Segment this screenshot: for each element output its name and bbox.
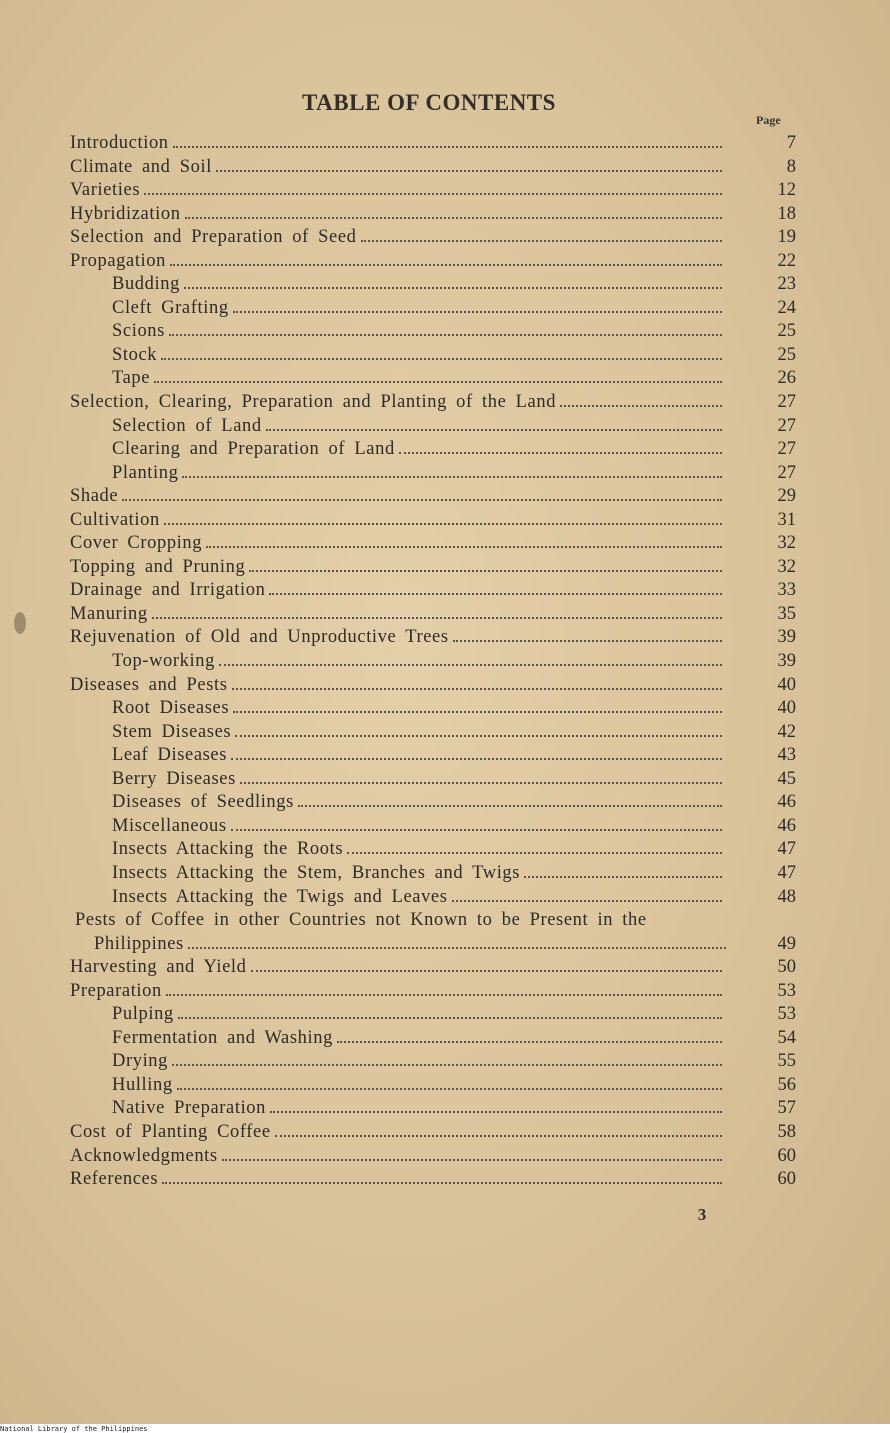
toc-entry-page-number: 29 — [777, 486, 796, 507]
toc-entry-label: Native Preparation — [112, 1098, 267, 1119]
toc-entry — [0, 486, 890, 510]
dot-leader — [152, 613, 722, 619]
dot-leader — [399, 448, 722, 454]
toc-entry-label: Topping and Pruning — [70, 556, 246, 577]
toc-entry — [0, 627, 890, 651]
dot-leader — [269, 589, 722, 595]
toc-entry — [0, 274, 890, 298]
toc-entry-page-number: 27 — [777, 415, 796, 436]
toc-entry-label: Climate and Soil — [70, 156, 212, 177]
toc-entry — [0, 675, 890, 699]
toc-entry — [0, 321, 890, 345]
toc-entry-label: Fermentation and Washing — [112, 1027, 333, 1048]
toc-entry-page-number: 60 — [777, 1169, 796, 1190]
toc-entry-page-number: 47 — [777, 862, 796, 883]
toc-entry-label: Selection, Clearing, Preparation and Planting of the Land — [70, 392, 557, 413]
toc-entry-text — [112, 439, 722, 460]
dot-leader — [560, 401, 722, 407]
dot-leader — [453, 636, 722, 642]
toc-entry-text — [70, 557, 722, 578]
toc-entry-text — [70, 1169, 722, 1190]
toc-entry-text — [112, 722, 722, 743]
toc-entry — [0, 698, 890, 722]
toc-entry-label: Manuring — [70, 603, 148, 624]
toc-entry-text — [112, 792, 722, 813]
toc-entry — [0, 792, 890, 816]
toc-entry-page-number: 39 — [777, 651, 796, 672]
toc-entry-text — [70, 486, 722, 507]
toc-entry-text — [70, 675, 722, 696]
toc-entry-text — [112, 368, 722, 389]
toc-entry-label: Harvesting and Yield — [70, 957, 247, 978]
toc-entry — [0, 722, 890, 746]
toc-entry-page-number: 58 — [777, 1121, 796, 1142]
dot-leader — [251, 966, 722, 972]
toc-entry — [0, 251, 890, 275]
toc-entry-page-number: 56 — [777, 1074, 796, 1095]
toc-entry — [0, 1028, 890, 1052]
dot-leader — [170, 260, 722, 266]
toc-entry-text — [70, 204, 722, 225]
toc-entry-page-number: 8 — [786, 156, 796, 177]
toc-entry-text — [112, 1028, 722, 1049]
toc-entry — [0, 910, 890, 934]
toc-entry — [0, 533, 890, 557]
toc-entry — [0, 863, 890, 887]
toc-entry-text — [112, 298, 722, 319]
toc-entry-page-number: 45 — [777, 768, 796, 789]
toc-entry — [0, 227, 890, 251]
toc-entry — [0, 157, 890, 181]
toc-entry — [0, 839, 890, 863]
toc-entry-text — [70, 533, 722, 554]
toc-entry-text — [112, 416, 722, 437]
page-number: 3 — [697, 1205, 707, 1224]
dot-leader — [249, 566, 722, 572]
toc-entry-label: Diseases and Pests — [70, 674, 228, 695]
toc-entry-label: Philippines — [94, 933, 184, 954]
toc-entry-page-number: 40 — [777, 698, 796, 719]
dot-leader — [182, 472, 722, 478]
toc-entry — [0, 957, 890, 981]
toc-entry-page-number: 23 — [777, 274, 796, 295]
toc-entry-text — [70, 1146, 722, 1167]
toc-entry-label: Leaf Diseases — [112, 745, 228, 766]
dot-leader — [232, 684, 722, 690]
dot-leader — [452, 896, 722, 902]
toc-entry-page-number: 50 — [777, 957, 796, 978]
toc-entry-text — [112, 1004, 722, 1025]
toc-entry-label: Miscellaneous — [112, 815, 227, 836]
dot-leader — [222, 1155, 722, 1161]
toc-entry — [0, 1169, 890, 1193]
toc-entry-label: Acknowledgments — [70, 1145, 218, 1166]
toc-entry-label: Insects Attacking the Twigs and Leaves — [112, 886, 448, 907]
table-of-contents — [0, 133, 890, 1193]
toc-entry-text — [112, 345, 722, 366]
dot-leader — [164, 519, 722, 525]
dot-leader — [231, 825, 722, 831]
dot-leader — [347, 848, 722, 854]
paper-stain — [14, 612, 26, 634]
toc-entry-text — [112, 321, 722, 342]
toc-entry-page-number: 33 — [777, 580, 796, 601]
toc-entry-text — [70, 157, 722, 178]
toc-entry-label: Cost of Planting Coffee — [70, 1121, 271, 1142]
toc-entry — [0, 345, 890, 369]
toc-entry — [0, 204, 890, 228]
dot-leader — [178, 1013, 722, 1019]
dot-leader — [275, 1131, 722, 1137]
toc-entry-label: Selection and Preparation of Seed — [70, 227, 357, 248]
toc-entry-label: Tape — [112, 368, 151, 389]
toc-entry-label: Root Diseases — [112, 698, 230, 719]
toc-entry — [0, 1122, 890, 1146]
toc-entry-text — [70, 580, 722, 601]
toc-entry-label: Diseases of Seedlings — [112, 792, 294, 813]
toc-entry — [0, 298, 890, 322]
toc-entry — [0, 557, 890, 581]
toc-entry-label: Clearing and Preparation of Land — [112, 439, 395, 460]
toc-entry-label: Top-working — [112, 651, 215, 672]
toc-entry — [0, 1075, 890, 1099]
dot-leader — [166, 990, 722, 996]
toc-entry-text — [70, 180, 722, 201]
toc-entry-label: Scions — [112, 321, 165, 342]
toc-entry-label: Hybridization — [70, 203, 181, 224]
toc-entry-label: Hulling — [112, 1074, 173, 1095]
dot-leader — [172, 1060, 722, 1066]
dot-leader — [173, 142, 722, 148]
dot-leader — [185, 213, 722, 219]
page-title: TABLE OF CONTENTS — [302, 90, 556, 115]
dot-leader — [154, 377, 722, 383]
toc-entry-page-number: 18 — [777, 203, 796, 224]
toc-entry — [0, 1051, 890, 1075]
dot-leader — [240, 778, 722, 784]
toc-entry — [0, 745, 890, 769]
toc-entry-page-number: 32 — [777, 533, 796, 554]
toc-entry-text — [70, 627, 722, 648]
toc-entry-page-number: 60 — [777, 1145, 796, 1166]
toc-entry-page-number: 55 — [777, 1051, 796, 1072]
toc-entry-label: Propagation — [70, 250, 167, 271]
toc-entry-text — [70, 251, 722, 272]
toc-entry — [0, 1146, 890, 1170]
toc-entry — [0, 392, 890, 416]
toc-entry-text — [94, 934, 726, 955]
dot-leader — [361, 236, 723, 242]
toc-entry-text — [75, 910, 727, 931]
toc-entry — [0, 934, 890, 958]
toc-entry-text — [70, 392, 722, 413]
toc-entry-text — [112, 745, 722, 766]
toc-entry-label: Introduction — [70, 133, 169, 153]
toc-entry-label: Insects Attacking the Stem, Branches and Twigs — [112, 862, 521, 883]
toc-entry-page-number: 40 — [777, 674, 796, 695]
toc-entry — [0, 1098, 890, 1122]
toc-entry-text — [112, 1051, 722, 1072]
toc-entry-text — [70, 510, 722, 531]
toc-entry-text — [112, 887, 722, 908]
toc-entry — [0, 887, 890, 911]
toc-entry-label: Berry Diseases — [112, 768, 236, 789]
toc-entry-page-number: 39 — [777, 627, 796, 648]
page-column-header: Page — [756, 113, 781, 127]
toc-entry-label: Cleft Grafting — [112, 297, 229, 318]
toc-entry-label: Shade — [70, 486, 119, 507]
dot-leader — [144, 189, 722, 195]
dot-leader — [231, 754, 722, 760]
toc-entry-label: Pests of Coffee in other Countries not Known to be Present in the — [75, 910, 647, 931]
toc-entry-label: Planting — [112, 462, 179, 483]
toc-entry-text — [70, 957, 722, 978]
toc-entry-page-number: 25 — [777, 321, 796, 342]
toc-entry-text — [112, 463, 722, 484]
toc-entry-text — [112, 816, 722, 837]
toc-entry-text — [112, 698, 722, 719]
dot-leader — [298, 801, 722, 807]
toc-entry-page-number: 26 — [777, 368, 796, 389]
toc-entry-page-number: 53 — [777, 980, 796, 1001]
toc-entry-page-number: 47 — [777, 839, 796, 860]
toc-entry-label: Pulping — [112, 1004, 174, 1025]
dot-leader — [184, 283, 722, 289]
dot-leader — [206, 542, 722, 548]
dot-leader — [233, 707, 722, 713]
toc-entry — [0, 133, 890, 157]
toc-entry — [0, 439, 890, 463]
toc-entry — [0, 816, 890, 840]
dot-leader — [266, 425, 722, 431]
toc-entry — [0, 463, 890, 487]
toc-entry-page-number: 7 — [786, 133, 796, 153]
dot-leader — [122, 495, 722, 501]
toc-entry-page-number: 27 — [777, 439, 796, 460]
toc-entry — [0, 416, 890, 440]
toc-entry-text — [70, 1122, 722, 1143]
dot-leader — [270, 1107, 722, 1113]
toc-entry — [0, 651, 890, 675]
dot-leader — [219, 660, 722, 666]
toc-entry-page-number: 25 — [777, 344, 796, 365]
toc-entry-label: Stock — [112, 344, 158, 365]
dot-leader — [233, 307, 722, 313]
toc-entry-text — [112, 1075, 722, 1096]
toc-entry-label: Selection of Land — [112, 415, 262, 436]
toc-entry-text — [70, 133, 722, 154]
toc-entry — [0, 769, 890, 793]
toc-entry-text — [112, 274, 722, 295]
dot-leader — [162, 1178, 722, 1184]
toc-entry-label: Budding — [112, 274, 180, 295]
toc-entry-page-number: 57 — [777, 1098, 796, 1119]
toc-entry — [0, 368, 890, 392]
toc-entry-page-number: 43 — [777, 745, 796, 766]
dot-leader — [524, 872, 722, 878]
toc-entry-text — [70, 981, 722, 1002]
toc-entry-page-number: 35 — [777, 603, 796, 624]
toc-entry-page-number: 54 — [777, 1027, 796, 1048]
toc-entry-text — [112, 769, 722, 790]
toc-entry-page-number: 49 — [777, 933, 796, 954]
toc-entry-label: Drainage and Irrigation — [70, 580, 266, 601]
toc-entry-text — [112, 1098, 722, 1119]
dot-leader — [216, 166, 722, 172]
toc-entry-page-number: 32 — [777, 556, 796, 577]
toc-entry-page-number: 24 — [777, 297, 796, 318]
toc-entry-page-number: 48 — [777, 886, 796, 907]
dot-leader — [161, 354, 722, 360]
dot-leader — [235, 731, 722, 737]
toc-entry-label: Insects Attacking the Roots — [112, 839, 344, 860]
toc-entry-page-number: 19 — [777, 227, 796, 248]
toc-entry — [0, 580, 890, 604]
toc-entry — [0, 604, 890, 628]
toc-entry-label: Rejuvenation of Old and Unproductive Trees — [70, 627, 449, 648]
toc-entry-label: Cultivation — [70, 509, 160, 530]
dot-leader — [177, 1084, 722, 1090]
toc-entry-page-number: 53 — [777, 1004, 796, 1025]
toc-entry-page-number: 27 — [777, 462, 796, 483]
toc-entry-page-number: 12 — [777, 180, 796, 201]
toc-entry-label: References — [70, 1169, 159, 1190]
toc-entry-label: Drying — [112, 1051, 169, 1072]
toc-entry-text — [70, 604, 722, 625]
toc-entry-label: Cover Cropping — [70, 533, 203, 554]
toc-entry-page-number: 46 — [777, 792, 796, 813]
toc-entry-page-number: 22 — [777, 250, 796, 271]
toc-entry-label: Varieties — [70, 180, 141, 201]
toc-entry-text — [70, 227, 722, 248]
dot-leader — [188, 943, 726, 949]
toc-entry-label: Stem Diseases — [112, 721, 232, 742]
toc-entry-page-number: 46 — [777, 815, 796, 836]
toc-entry-label: Preparation — [70, 980, 162, 1001]
dot-leader — [337, 1037, 722, 1043]
toc-entry — [0, 1004, 890, 1028]
toc-entry-page-number: 27 — [777, 392, 796, 413]
toc-entry — [0, 180, 890, 204]
toc-entry-text — [112, 863, 722, 884]
toc-entry-page-number: 31 — [777, 509, 796, 530]
toc-entry-text — [112, 651, 722, 672]
toc-entry-page-number: 42 — [777, 721, 796, 742]
library-credit: National Library of the Philippines — [0, 1425, 148, 1433]
toc-entry-text — [112, 839, 722, 860]
dot-leader — [169, 330, 722, 336]
toc-entry — [0, 510, 890, 534]
toc-entry — [0, 981, 890, 1005]
